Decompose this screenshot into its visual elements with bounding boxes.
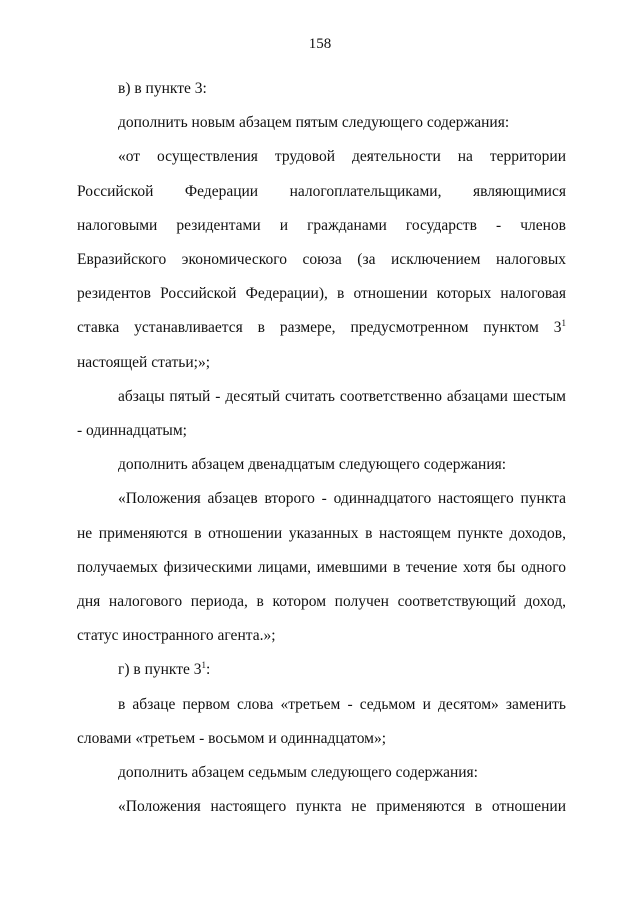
paragraph-quote-continued: «Положения настоящего пункта не применяются в отношении xyxy=(118,798,566,816)
paragraph-add-fifth: дополнить новым абзацем пятым следующего содержания: xyxy=(118,114,510,132)
superscript: 1 xyxy=(201,660,207,671)
paragraph-quote-labor: «от осуществления трудовой деятельности на территории Российской Федерации налогоплательщиками, являющимися налоговыми резидентами и гражданами государств - членов Евразийского экономического союза (за исключением налоговых резидентов Российской Федерации), в отношении которых налоговая ставка устанавливается в размере, предусмотренном пунктом $3^1$ настоящей статьи;»; xyxy=(77,148,566,371)
paragraph-renumber: абзацы пятый - десятый считать соответственно абзацами шестым - одиннадцатым; xyxy=(77,387,566,440)
document-body xyxy=(77,72,566,824)
paragraph-quote-foreign-agent: «Положения абзацев второго - одиннадцатого настоящего пункта не применяются в отношении указанных в настоящем пункте доходов, получаемых физическими лицами, имевшими в течение хотя бы одного дня налогового периода, в котором получен соответствующий доход, статус иностранного агента.»; xyxy=(77,490,566,645)
paragraph-replace-words: в абзаце первом слова «третьем - седьмом и десятом» заменить словами «третьем - восьмом и одиннадцатом»; xyxy=(77,695,566,747)
superscript: 1 xyxy=(561,318,566,329)
paragraph-item-g: г) в пункте $3^1$: xyxy=(118,660,211,679)
paragraph-add-seventh: дополнить абзацем седьмым следующего содержания: xyxy=(118,764,478,782)
paragraph-add-twelfth: дополнить абзацем двенадцатым следующего содержания: xyxy=(118,456,507,474)
paragraph-item-v: в) в пункте 3: xyxy=(118,80,207,97)
page-number: 158 xyxy=(308,36,332,52)
